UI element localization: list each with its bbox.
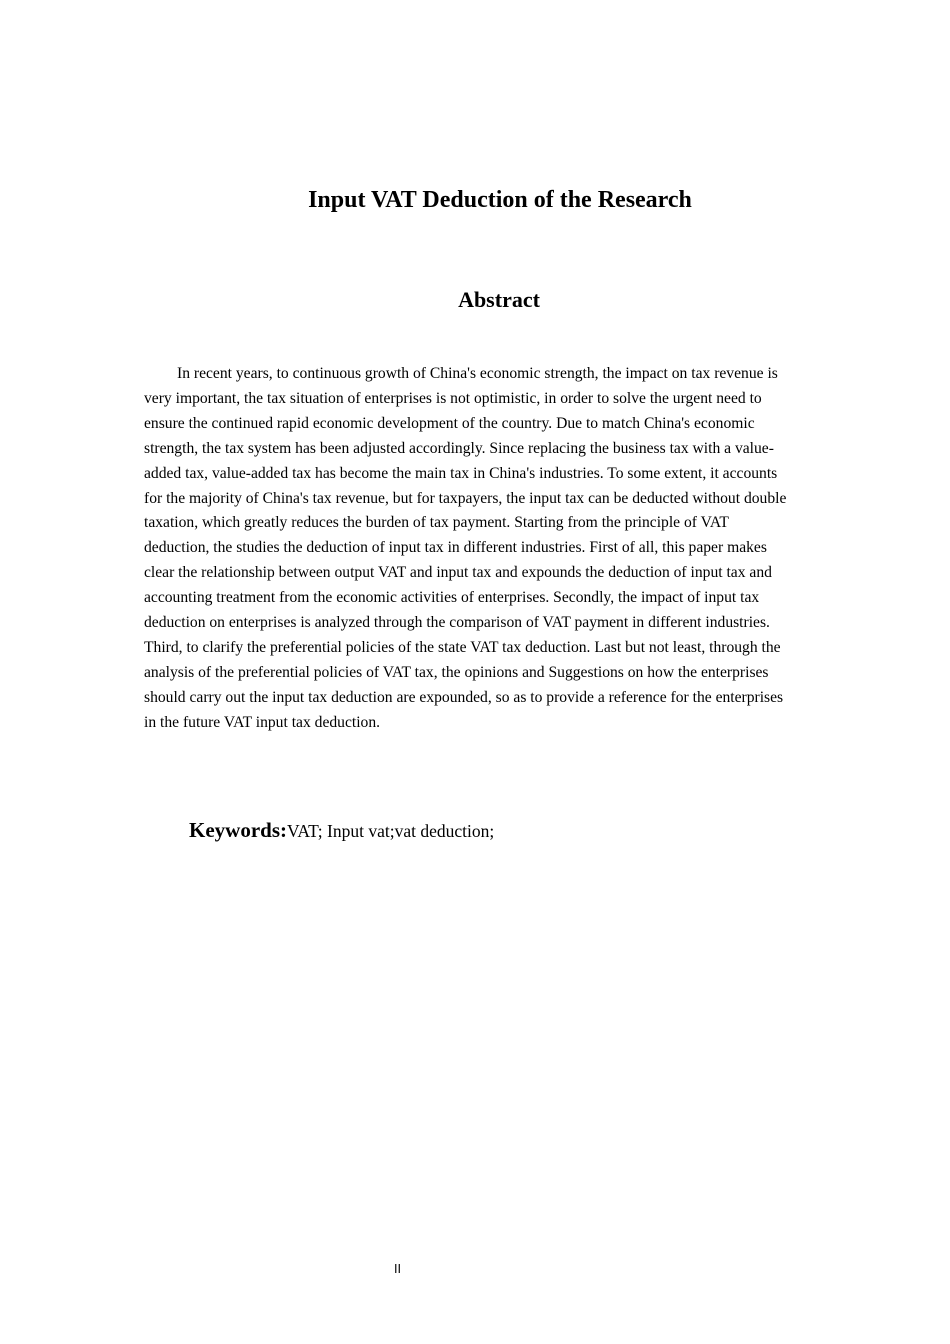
keywords-value: VAT; Input vat;vat deduction;: [287, 821, 495, 841]
keywords-line: [189, 814, 494, 849]
keywords-label: Keywords:: [189, 818, 287, 842]
document-title: Input VAT Deduction of the Research: [308, 187, 692, 213]
abstract-heading: Abstract: [458, 287, 540, 312]
page-number: II: [394, 1262, 402, 1276]
abstract-body: In recent years, to continuous growth of China's economic strength, the impact on tax revenue is very important, the tax situation of enterprises is not optimistic, in order to solve the urgent need to ensure the continued rapid economic development of the country. Due to match China's economic strength, the tax system has been adjusted accordingly. Since replacing the business tax with a value-added tax, value-added tax has become the main tax in China's industries. To some extent, it accounts for the majority of China's tax revenue, but for taxpayers, the input tax can be deducted without double taxation, which greatly reduces the burden of tax payment. Starting from the principle of VAT deduction, the studies the deduction of input tax in different industries. First of all, this paper makes clear the relationship between output VAT and input tax and expounds the deduction of input tax and accounting treatment from the economic activities of enterprises. Secondly, the impact of input tax deduction on enterprises is analyzed through the comparison of VAT payment in different industries. Third, to clarify the preferential policies of the state VAT tax deduction. Last but not least, through the analysis of the preferential policies of VAT tax, the opinions and Suggestions on how the enterprises should carry out the input tax deduction are expounded, so as to provide a reference for the enterprises in the future VAT input tax deduction.: [144, 365, 787, 731]
